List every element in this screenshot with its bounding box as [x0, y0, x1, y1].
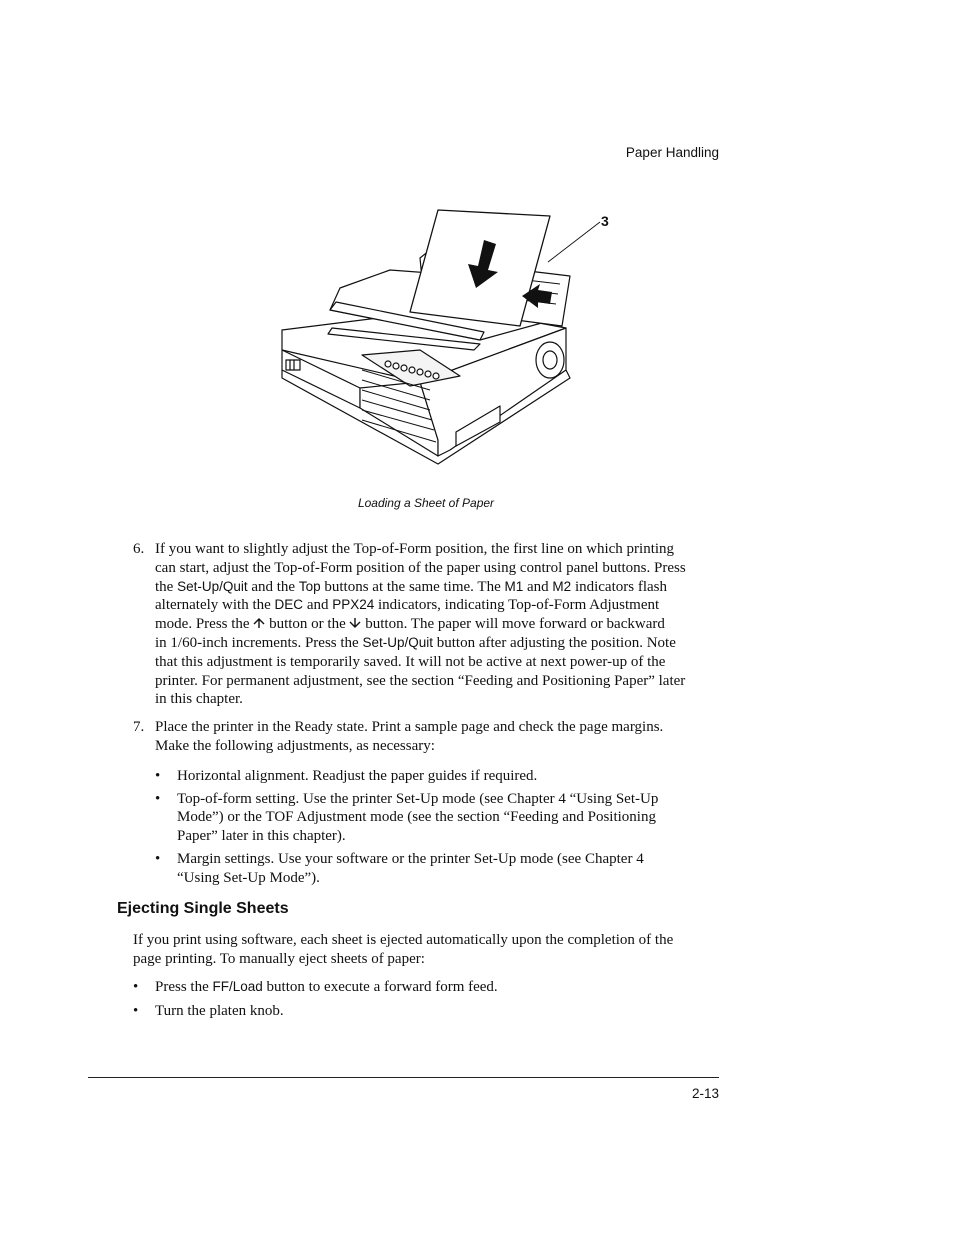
text-line: the Set-Up/Quit and the Top buttons at the same time. The M1 and M2 indicators flash [155, 578, 667, 595]
down-arrow-icon [349, 617, 361, 629]
setup-quit-key: Set-Up/Quit [177, 578, 248, 594]
step-number: 7. [133, 719, 145, 736]
list-item: • Turn the platen knob. [133, 1002, 284, 1019]
power-switch [286, 360, 300, 370]
text-line: Make the following adjustments, as necessary: [155, 737, 435, 754]
dec-indicator: DEC [274, 597, 304, 613]
list-item: • Press the FF/Load button to execute a forward form feed. [133, 979, 498, 995]
callout-number: 3 [601, 213, 609, 229]
instruction-steps [133, 540, 723, 897]
text-line: Place the printer in the Ready state. Print a sample page and check the page margins. [155, 719, 664, 736]
eject-paragraph [133, 931, 723, 969]
ff-load-key: FF/Load [212, 979, 263, 994]
text-line: in this chapter. [155, 691, 243, 708]
footer-rule [88, 1077, 719, 1078]
text-line: can start, adjust the Top-of-Form position of the paper using control panel buttons. Press [155, 559, 686, 576]
eject-list [133, 978, 723, 1026]
text-line: in 1/60-inch increments. Press the Set-Up/Quit button after adjusting the position. Note [155, 634, 676, 651]
running-header: Paper Handling [625, 145, 719, 160]
list-item: • Top-of-form setting. Use the printer Set-Up mode (see Chapter 4 “Using Set-Up Mode”) or the TOF Adjustment mode (see the section “Feeding and Positioning Paper” later in this chapter). [155, 790, 659, 845]
text-line: page printing. To manually eject sheets of paper: [133, 950, 425, 967]
setup-quit-key: Set-Up/Quit [362, 634, 433, 650]
printer-illustration [270, 200, 630, 468]
text-line: alternately with the DEC and PPX24 indicators, indicating Top-of-Form Adjustment [155, 597, 660, 614]
ppx24-indicator: PPX24 [332, 597, 375, 613]
list-item: • Horizontal alignment. Readjust the paper guides if required. [155, 767, 538, 784]
section-heading: Ejecting Single Sheets [117, 900, 289, 917]
text-line: mode. Press the button or the button. The paper will move forward or backward [155, 616, 665, 633]
step-6 [133, 540, 723, 709]
text-line: If you print using software, each sheet is ejected automatically upon the completion of the [133, 932, 674, 948]
text-line: printer. For permanent adjustment, see the section “Feeding and Positioning Paper” later [155, 672, 686, 689]
up-arrow-icon [253, 617, 265, 629]
adjustment-list [155, 767, 723, 888]
figure-caption: Loading a Sheet of Paper [357, 496, 495, 510]
step-7 [133, 718, 723, 887]
top-key: Top [298, 578, 321, 594]
list-item: • Margin settings. Use your software or the printer Set-Up mode (see Chapter 4 “Using Set-Up Mode”). [155, 850, 644, 886]
step-number: 6. [133, 541, 145, 557]
m1-indicator: M1 [504, 578, 524, 594]
text-line: that this adjustment is temporarily saved. It will not be active at next power-up of the [155, 653, 666, 670]
callout-leader [548, 222, 600, 262]
text-line: If you want to slightly adjust the Top-of-Form position, the first line on which printing [155, 541, 675, 557]
platen-knob [536, 342, 564, 378]
m2-indicator: M2 [552, 578, 572, 594]
page-number: 2-13 [691, 1086, 719, 1101]
